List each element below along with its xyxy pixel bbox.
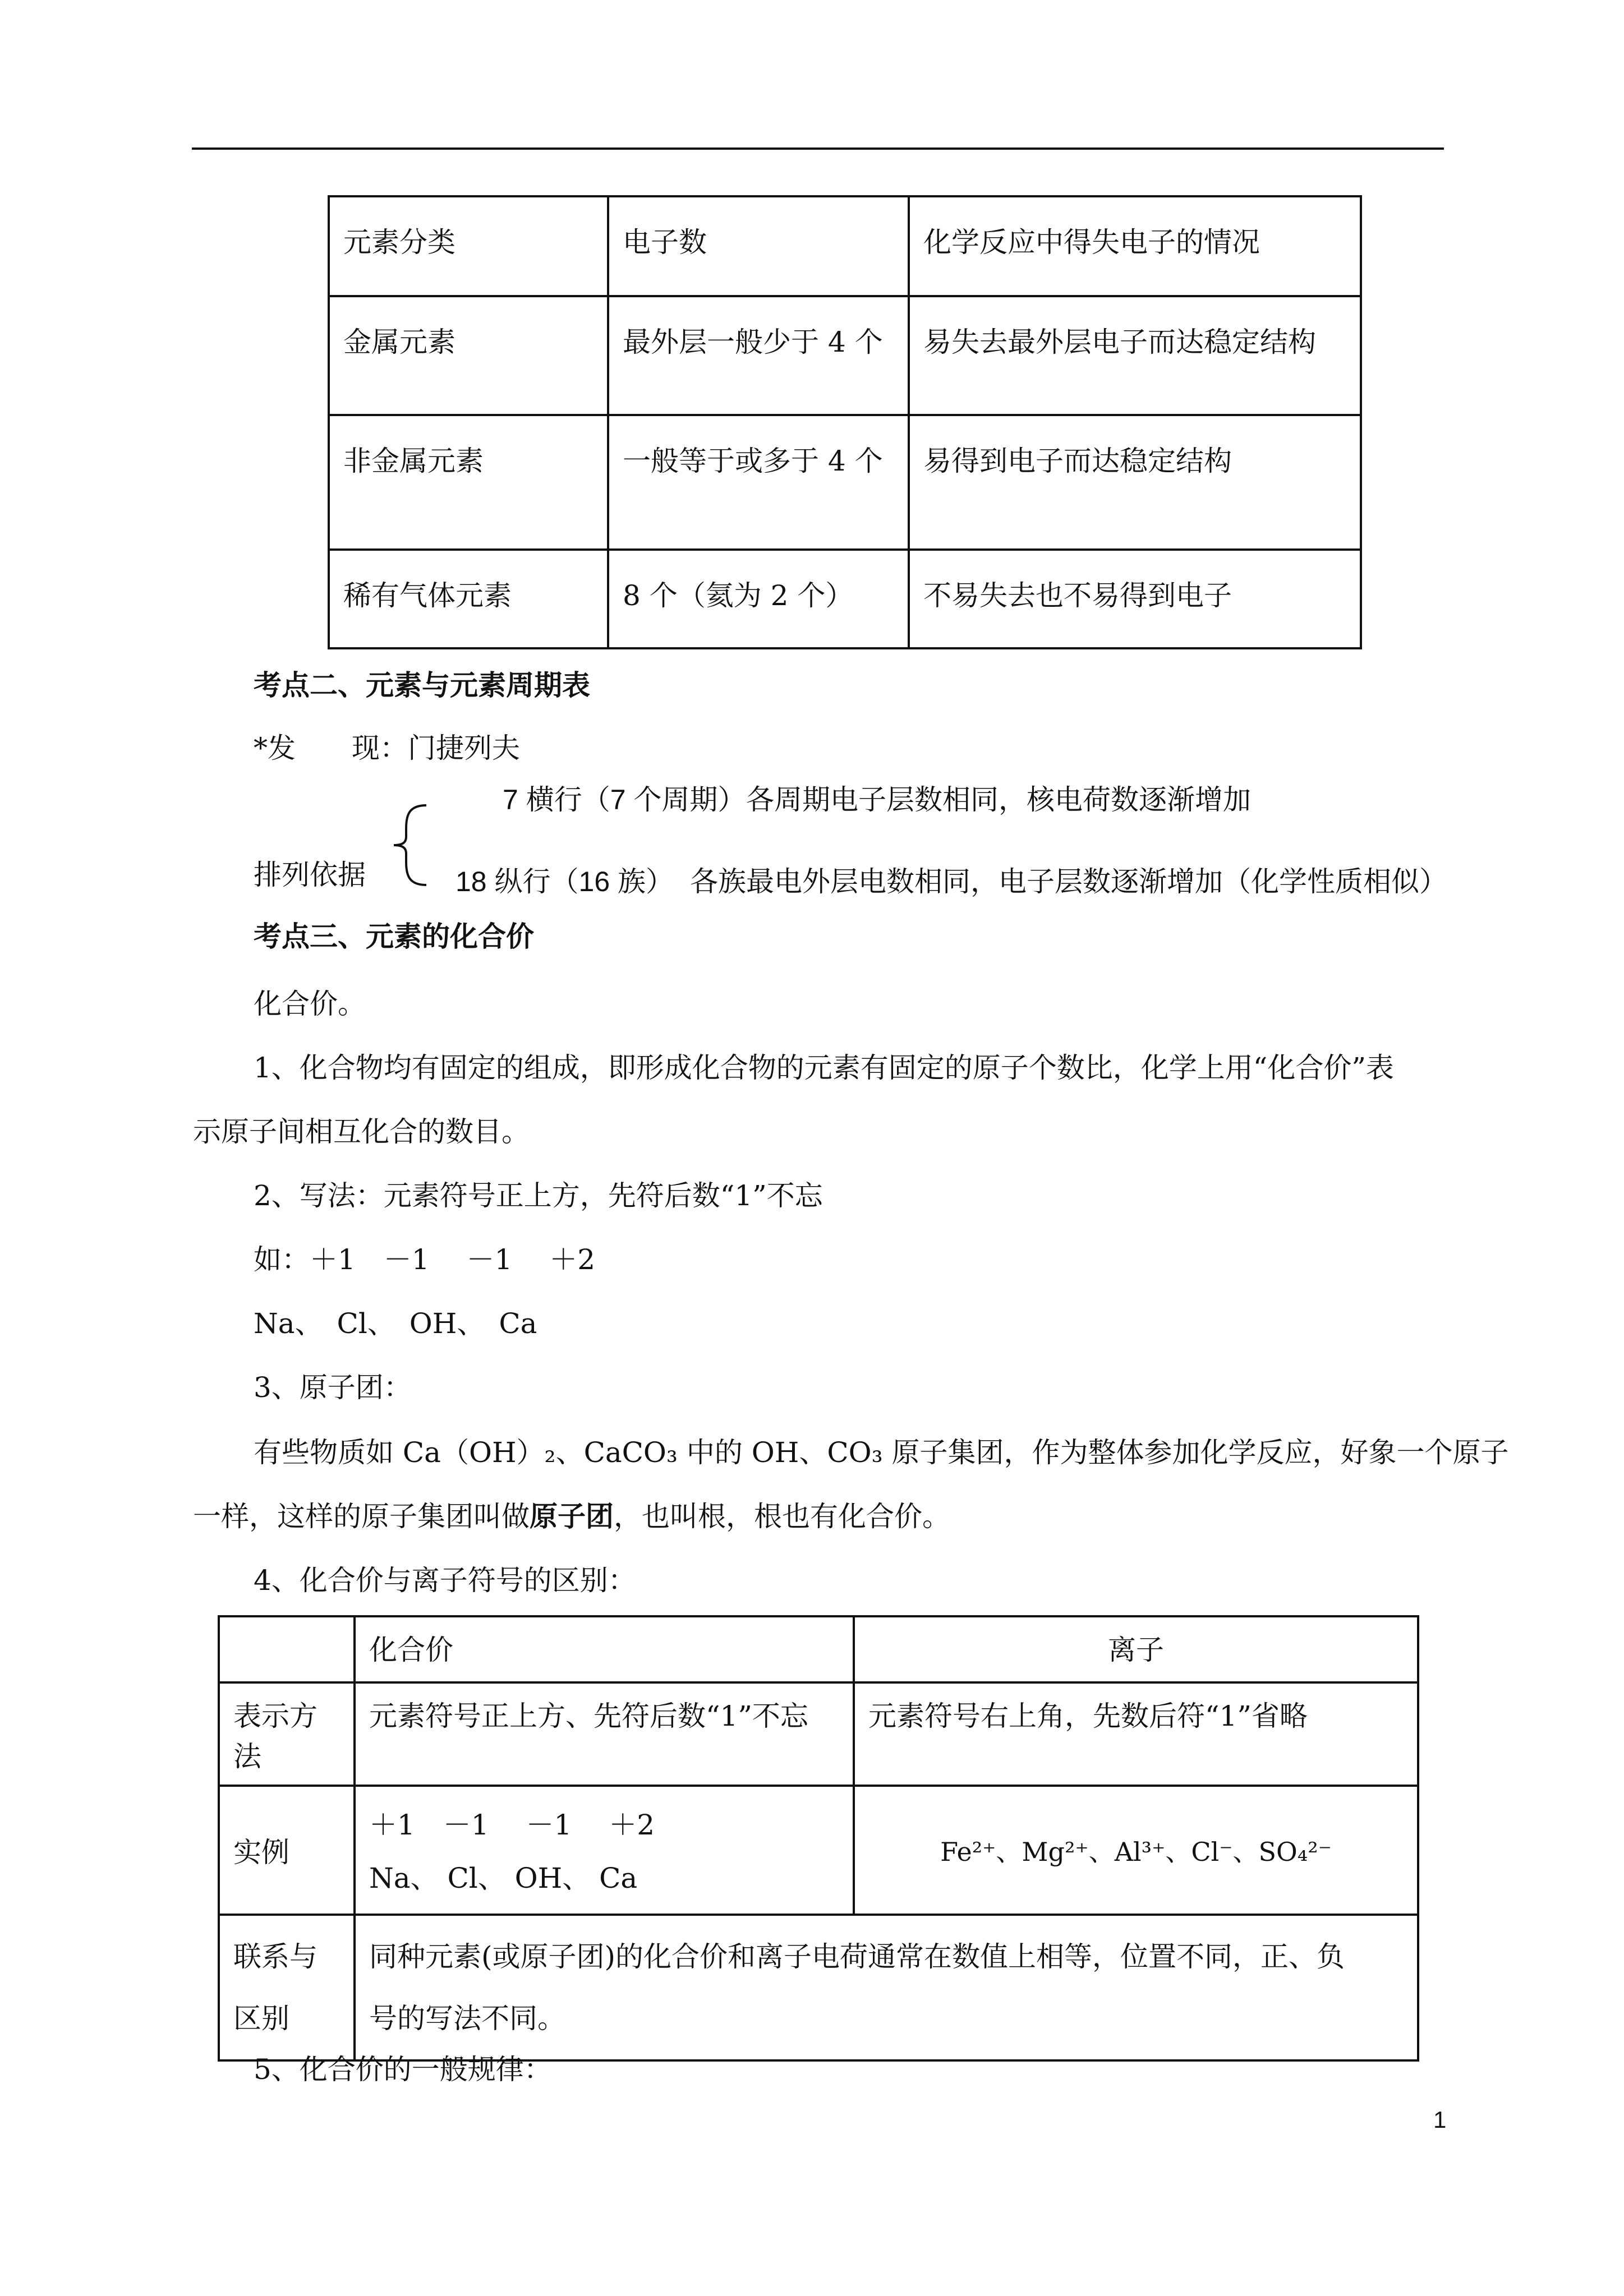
group-label: 18 纵行（16 族） xyxy=(456,866,674,897)
table-cell: 易得到电子而达稳定结构 xyxy=(909,415,1361,550)
table-cell: 元素分类 xyxy=(329,196,608,296)
table-cell: 易失去最外层电子而达稳定结构 xyxy=(909,296,1361,415)
example-valences: 如：＋1 －1 －1 ＋2 xyxy=(254,1243,596,1276)
paragraph: 2、写法：元素符号正上方，先符后数“1”不忘 xyxy=(254,1179,823,1212)
period-label: 7 横行（7 个周期） xyxy=(503,784,746,815)
table-cell xyxy=(355,1915,1418,2060)
symbol-line: Na、 Cl、 OH、 Ca xyxy=(369,1862,638,1894)
paragraph xyxy=(193,1500,950,1533)
label-line: 联系与 xyxy=(233,1940,318,1973)
brace-icon xyxy=(387,803,432,887)
table-cell: 化合价 xyxy=(355,1616,854,1682)
discovery-line: *发 现：门捷列夫 xyxy=(254,732,520,764)
paragraph: 1、化合物均有固定的组成，即形成化合物的元素有固定的原子个数比，化学上用“化合价”表 xyxy=(254,1052,1394,1084)
intro-text: 化合价。 xyxy=(254,988,366,1020)
paragraph: 示原子间相互化合的数目。 xyxy=(193,1115,530,1148)
paragraph: 有些物质如 Ca（OH）₂、CaCO₃ 中的 OH、CO₃ 原子集团，作为整体参加化学反应，好象一个原子 xyxy=(254,1436,1509,1469)
text-line: 号的写法不同。 xyxy=(369,2002,565,2035)
basis-label: 排列依据 xyxy=(254,859,366,891)
text-line: 同种元素(或原子团)的化合价和离子电荷通常在数值上相等，位置不同，正、负 xyxy=(369,1940,1345,1973)
element-classification-table xyxy=(328,195,1362,649)
table-row xyxy=(219,1682,1418,1786)
paragraph: 5、化合价的一般规律： xyxy=(254,2053,552,2086)
section-heading: 考点三、元素的化合价 xyxy=(254,920,534,953)
table-cell xyxy=(219,1915,355,2060)
table-cell: 元素符号正上方、先符后数“1”不忘 xyxy=(355,1682,854,1786)
table-cell: 金属元素 xyxy=(329,296,608,415)
table-cell: 元素符号右上角，先数后符“1”省略 xyxy=(854,1682,1418,1786)
table-cell: 最外层一般少于 4 个 xyxy=(608,296,909,415)
table-cell: 一般等于或多于 4 个 xyxy=(608,415,909,550)
label-line: 区别 xyxy=(233,2002,289,2035)
period-description: 各周期电子层数相同，核电荷数逐渐增加 xyxy=(746,783,1251,816)
paragraph: 3、原子团： xyxy=(254,1371,412,1404)
table-cell: 不易失去也不易得到电子 xyxy=(909,550,1361,648)
table-row xyxy=(329,550,1361,648)
text-span: 一样，这样的原子集团叫做 xyxy=(193,1500,530,1533)
table-row xyxy=(329,415,1361,550)
table-cell: 离子 xyxy=(854,1616,1418,1682)
table-cell xyxy=(219,1616,355,1682)
table-row xyxy=(219,1616,1418,1682)
paragraph: 4、化合价与离子符号的区别： xyxy=(254,1564,636,1597)
valence-vs-ion-table xyxy=(218,1615,1419,2062)
table-cell: 8 个（氦为 2 个） xyxy=(608,550,909,648)
table-cell: 实例 xyxy=(219,1786,355,1915)
table-row xyxy=(329,296,1361,415)
example-symbols: Na、 Cl、 OH、 Ca xyxy=(254,1307,537,1340)
header-rule xyxy=(192,147,1444,150)
table-row xyxy=(329,196,1361,296)
page-number: 1 xyxy=(1433,2106,1447,2133)
valence-line: ＋1 －1 －1 ＋2 xyxy=(369,1809,655,1841)
table-cell: 电子数 xyxy=(608,196,909,296)
group-description: 各族最电外层电数相同，电子层数逐渐增加（化学性质相似） xyxy=(690,865,1447,898)
section-heading: 考点二、元素与元素周期表 xyxy=(254,668,590,702)
table-cell: Fe²⁺、Mg²⁺、Al³⁺、Cl⁻、SO₄²⁻ xyxy=(854,1786,1418,1915)
text-span: ，也叫根，根也有化合价。 xyxy=(614,1500,950,1533)
table-row xyxy=(219,1786,1418,1915)
table-cell: 化学反应中得失电子的情况 xyxy=(909,196,1361,296)
table-cell: 稀有气体元素 xyxy=(329,550,608,648)
bold-term: 原子团 xyxy=(530,1500,614,1533)
table-cell xyxy=(355,1786,854,1915)
table-cell: 表示方法 xyxy=(219,1682,355,1786)
table-cell: 非金属元素 xyxy=(329,415,608,550)
table-row xyxy=(219,1915,1418,2060)
